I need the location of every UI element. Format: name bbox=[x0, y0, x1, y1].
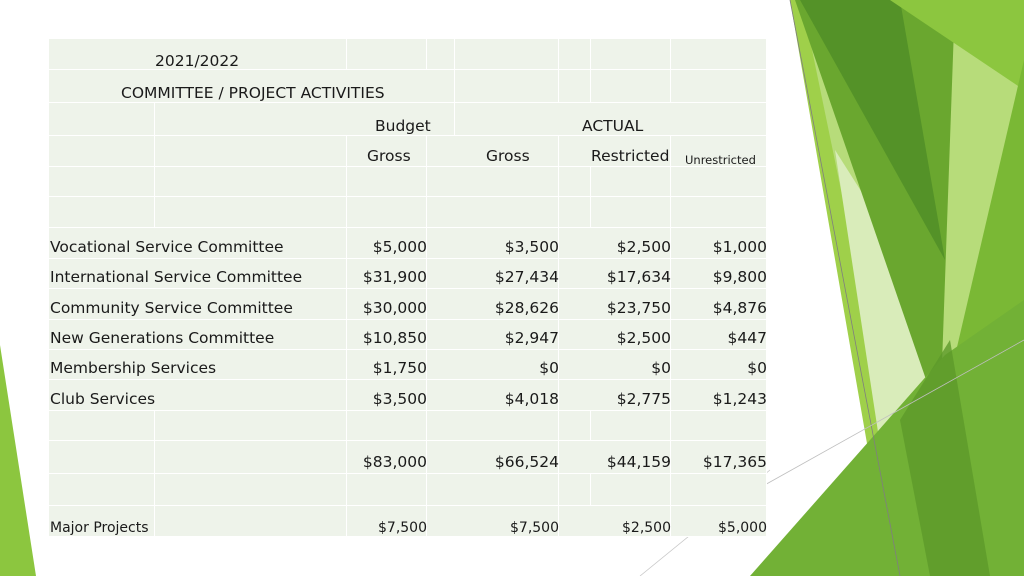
table-cell bbox=[559, 411, 591, 441]
row-budget: $30,000 bbox=[362, 299, 427, 317]
row-unrestricted: $447 bbox=[727, 329, 767, 347]
unrestricted-header: Unrestricted bbox=[685, 153, 756, 167]
table-cell bbox=[671, 197, 767, 228]
table-cell bbox=[591, 411, 671, 441]
table-cell bbox=[155, 411, 347, 441]
row-restricted: $17,634 bbox=[606, 268, 671, 286]
left-green-sliver bbox=[0, 345, 36, 576]
table-cell bbox=[427, 197, 559, 228]
table-cell bbox=[347, 474, 427, 506]
table-cell bbox=[427, 411, 559, 441]
table-cell bbox=[671, 411, 767, 441]
row-gross: $27,434 bbox=[494, 268, 559, 286]
table-cell bbox=[591, 474, 671, 506]
budget-gross-header: Gross bbox=[367, 147, 411, 165]
table-cell bbox=[591, 197, 671, 228]
table-cell bbox=[559, 474, 591, 506]
table-cell bbox=[155, 136, 347, 167]
row-name: Community Service Committee bbox=[50, 299, 293, 317]
row-budget: $5,000 bbox=[372, 238, 427, 256]
row-unrestricted: $9,800 bbox=[712, 268, 767, 286]
table-cell bbox=[49, 411, 155, 441]
major-unrestricted: $5,000 bbox=[718, 520, 767, 536]
actual-group-header: ACTUAL bbox=[582, 117, 644, 135]
row-name: Membership Services bbox=[50, 359, 217, 377]
table-cell bbox=[455, 70, 559, 103]
row-name: International Service Committee bbox=[50, 268, 303, 286]
row-budget: $10,850 bbox=[362, 329, 427, 347]
table-cell bbox=[49, 103, 155, 136]
table-cell bbox=[427, 39, 455, 70]
table-cell bbox=[591, 70, 671, 103]
row-restricted: $23,750 bbox=[606, 299, 671, 317]
table-cell bbox=[155, 197, 347, 228]
row-name: New Generations Committee bbox=[50, 329, 275, 347]
activities-table bbox=[49, 39, 767, 537]
table-cell bbox=[591, 39, 671, 70]
total-restricted: $44,159 bbox=[606, 453, 671, 471]
table-cell bbox=[155, 167, 347, 197]
table-cell bbox=[455, 39, 559, 70]
table-cell bbox=[49, 441, 155, 474]
row-gross: $3,500 bbox=[504, 238, 559, 256]
table-cell bbox=[347, 411, 427, 441]
table-cell bbox=[347, 39, 427, 70]
table-cell bbox=[559, 167, 591, 197]
total-budget: $83,000 bbox=[362, 453, 427, 471]
fiscal-year-label: 2021/2022 bbox=[155, 52, 240, 70]
table-cell bbox=[559, 39, 591, 70]
row-gross: $0 bbox=[539, 359, 559, 377]
row-unrestricted: $0 bbox=[747, 359, 767, 377]
row-name: Vocational Service Committee bbox=[50, 238, 284, 256]
table-cell bbox=[591, 167, 671, 197]
major-restricted: $2,500 bbox=[622, 520, 671, 536]
table-cell bbox=[559, 70, 591, 103]
row-restricted: $0 bbox=[651, 359, 671, 377]
table-cell bbox=[155, 474, 347, 506]
row-gross: $2,947 bbox=[504, 329, 559, 347]
table-cell bbox=[671, 474, 767, 506]
restricted-header: Restricted bbox=[591, 147, 670, 165]
row-name: Club Services bbox=[50, 390, 156, 408]
row-budget: $1,750 bbox=[372, 359, 427, 377]
row-budget: $3,500 bbox=[372, 390, 427, 408]
row-gross: $4,018 bbox=[504, 390, 559, 408]
table-cell bbox=[49, 474, 155, 506]
budget-group-header: Budget bbox=[375, 117, 431, 135]
actual-gross-header: Gross bbox=[486, 147, 530, 165]
table-cell bbox=[427, 474, 559, 506]
major-gross: $7,500 bbox=[510, 520, 559, 536]
table-cell bbox=[155, 441, 347, 474]
row-restricted: $2,775 bbox=[616, 390, 671, 408]
table-cell bbox=[671, 70, 767, 103]
table-cell bbox=[347, 197, 427, 228]
row-restricted: $2,500 bbox=[616, 329, 671, 347]
row-restricted: $2,500 bbox=[616, 238, 671, 256]
total-gross: $66,524 bbox=[494, 453, 559, 471]
table-cell bbox=[559, 197, 591, 228]
table-cell bbox=[155, 506, 347, 537]
major-budget: $7,500 bbox=[378, 520, 427, 536]
table-cell bbox=[671, 167, 767, 197]
total-unrestricted: $17,365 bbox=[702, 453, 767, 471]
row-unrestricted: $1,000 bbox=[712, 238, 767, 256]
table-cell bbox=[49, 136, 155, 167]
table-cell bbox=[49, 197, 155, 228]
row-unrestricted: $1,243 bbox=[712, 390, 767, 408]
row-unrestricted: $4,876 bbox=[712, 299, 767, 317]
row-gross: $28,626 bbox=[494, 299, 559, 317]
major-projects-label: Major Projects bbox=[50, 520, 149, 536]
table-heading: COMMITTEE / PROJECT ACTIVITIES bbox=[121, 84, 385, 102]
table-cell bbox=[347, 167, 427, 197]
table-cell bbox=[49, 167, 155, 197]
table-cell bbox=[671, 39, 767, 70]
table-cell bbox=[427, 167, 559, 197]
row-budget: $31,900 bbox=[362, 268, 427, 286]
